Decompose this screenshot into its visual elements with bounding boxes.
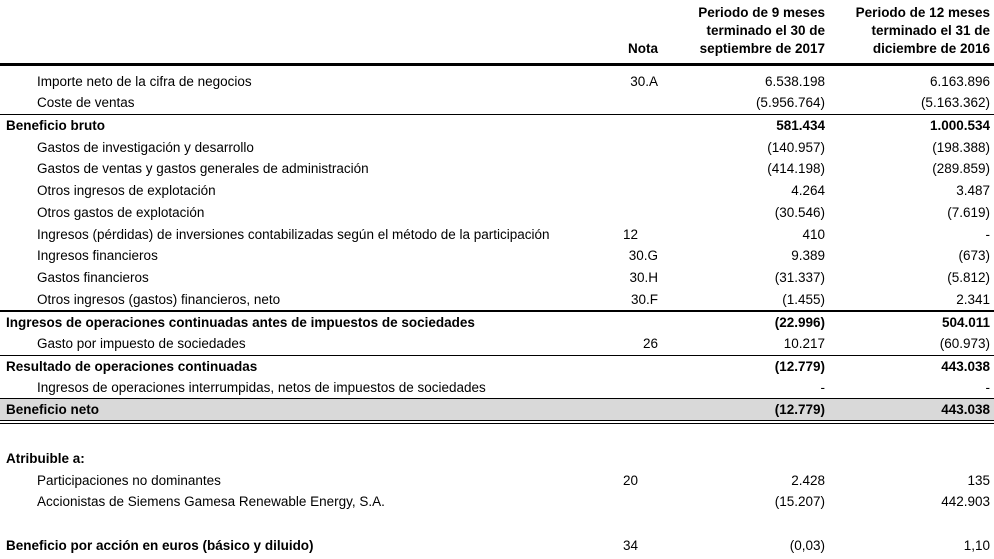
row-value-2017: (30.546) bbox=[774, 205, 825, 220]
table-row bbox=[0, 289, 994, 310]
table-row bbox=[0, 158, 994, 179]
row-value-2017: (12.779) bbox=[774, 402, 825, 417]
row-nota: 20 bbox=[622, 473, 638, 488]
row-nota: 30.H bbox=[629, 270, 658, 285]
row-label: Otros ingresos (gastos) financieros, neto bbox=[37, 292, 281, 307]
row-value-2017: 410 bbox=[802, 227, 825, 242]
row-value-2016: 1,10 bbox=[963, 538, 990, 553]
row-value-2017: 4.264 bbox=[791, 183, 825, 198]
row-label: Coste de ventas bbox=[37, 95, 135, 110]
row-label: Otros gastos de explotación bbox=[37, 205, 205, 220]
row-label: Ingresos financieros bbox=[37, 248, 158, 263]
header-line: Periodo de 9 meses bbox=[698, 5, 825, 20]
row-value-2016: (673) bbox=[958, 248, 990, 263]
row-value-2017: 581.434 bbox=[776, 118, 825, 133]
double-rule-top bbox=[0, 420, 994, 421]
row-label: Otros ingresos de explotación bbox=[37, 183, 216, 198]
row-nota: 30.G bbox=[628, 248, 658, 263]
table-row bbox=[0, 92, 994, 113]
row-value-2017: 2.428 bbox=[791, 473, 825, 488]
eps-row bbox=[0, 535, 994, 556]
row-value-2017: (140.957) bbox=[767, 140, 825, 155]
table-row bbox=[0, 137, 994, 158]
row-label: Ingresos de operaciones interrumpidas, netos de impuestos de sociedades bbox=[37, 380, 486, 395]
row-value-2017: 10.217 bbox=[783, 336, 825, 351]
row-nota: 26 bbox=[642, 336, 658, 351]
double-rule-bottom bbox=[0, 423, 994, 424]
row-nota: 12 bbox=[622, 227, 638, 242]
section-title: Atribuible a: bbox=[6, 451, 85, 466]
table-row-subtotal bbox=[0, 115, 994, 136]
table-row-subtotal bbox=[0, 312, 994, 333]
row-value-2016: - bbox=[985, 227, 990, 242]
table-row bbox=[0, 491, 994, 512]
row-label: Gasto por impuesto de sociedades bbox=[37, 336, 246, 351]
table-row bbox=[0, 180, 994, 201]
row-value-2016: (5.163.362) bbox=[920, 95, 990, 110]
row-label: Accionistas de Siemens Gamesa Renewable Energy, S.A. bbox=[37, 494, 385, 509]
row-value-2016: (60.973) bbox=[939, 336, 990, 351]
row-nota: 30.F bbox=[630, 292, 658, 307]
row-value-2016: 443.038 bbox=[941, 359, 990, 374]
row-value-2017: (1.455) bbox=[782, 292, 825, 307]
row-value-2017: - bbox=[820, 380, 825, 395]
header-line: terminado el 30 de bbox=[706, 23, 825, 38]
row-nota: 30.A bbox=[630, 74, 658, 89]
row-value-2016: (7.619) bbox=[947, 205, 990, 220]
row-label: Beneficio por acción en euros (básico y diluido) bbox=[6, 538, 314, 553]
row-value-2016: 6.163.896 bbox=[929, 74, 990, 89]
header-line: terminado el 31 de bbox=[871, 23, 990, 38]
row-label: Gastos de ventas y gastos generales de administración bbox=[37, 161, 369, 176]
row-value-2017: (12.779) bbox=[774, 359, 825, 374]
row-value-2017: 9.389 bbox=[791, 248, 825, 263]
row-value-2016: 3.487 bbox=[956, 183, 990, 198]
row-value-2017: (0,03) bbox=[789, 538, 825, 553]
row-label: Resultado de operaciones continuadas bbox=[6, 359, 258, 374]
table-row-net-income bbox=[0, 399, 994, 420]
row-label: Importe neto de la cifra de negocios bbox=[37, 74, 252, 89]
table-header bbox=[0, 0, 994, 62]
table-row bbox=[0, 267, 994, 288]
row-nota: 34 bbox=[622, 538, 638, 553]
header-line: septiembre de 2017 bbox=[699, 41, 825, 56]
row-label: Ingresos de operaciones continuadas antes de impuestos de sociedades bbox=[6, 315, 475, 330]
header-period-2016 bbox=[830, 4, 990, 58]
row-value-2016: 504.011 bbox=[941, 315, 990, 330]
row-value-2017: (15.207) bbox=[774, 494, 825, 509]
row-label: Beneficio neto bbox=[6, 402, 100, 417]
table-row bbox=[0, 470, 994, 491]
row-value-2017: (22.996) bbox=[774, 315, 825, 330]
row-value-2016: (289.859) bbox=[932, 161, 990, 176]
row-label: Beneficio bruto bbox=[6, 118, 106, 133]
row-value-2016: 442.903 bbox=[941, 494, 990, 509]
row-label: Gastos de investigación y desarrollo bbox=[37, 140, 254, 155]
attributable-heading bbox=[0, 448, 994, 469]
row-value-2017: (5.956.764) bbox=[755, 95, 825, 110]
row-value-2016: - bbox=[985, 380, 990, 395]
table-row bbox=[0, 333, 994, 354]
header-line: diciembre de 2016 bbox=[872, 41, 990, 56]
table-row bbox=[0, 245, 994, 266]
table-row bbox=[0, 377, 994, 398]
row-value-2016: 135 bbox=[967, 473, 990, 488]
table-row bbox=[0, 71, 994, 92]
header-period-2017 bbox=[665, 4, 825, 58]
row-value-2017: (414.198) bbox=[767, 161, 825, 176]
header-line: Periodo de 12 meses bbox=[855, 5, 990, 20]
row-value-2017: (31.337) bbox=[774, 270, 825, 285]
row-value-2017: 6.538.198 bbox=[764, 74, 825, 89]
table-row bbox=[0, 224, 994, 245]
row-value-2016: 443.038 bbox=[941, 402, 990, 417]
row-value-2016: (198.388) bbox=[932, 140, 990, 155]
header-rule bbox=[0, 63, 994, 66]
table-row-subtotal bbox=[0, 356, 994, 377]
row-label: Gastos financieros bbox=[37, 270, 149, 285]
row-label: Participaciones no dominantes bbox=[37, 473, 221, 488]
row-value-2016: 2.341 bbox=[956, 292, 990, 307]
header-nota: Nota bbox=[628, 41, 658, 56]
table-row bbox=[0, 202, 994, 223]
row-value-2016: 1.000.534 bbox=[929, 118, 990, 133]
row-value-2016: (5.812) bbox=[947, 270, 990, 285]
row-label: Ingresos (pérdidas) de inversiones contabilizadas según el método de la participación bbox=[37, 227, 550, 242]
